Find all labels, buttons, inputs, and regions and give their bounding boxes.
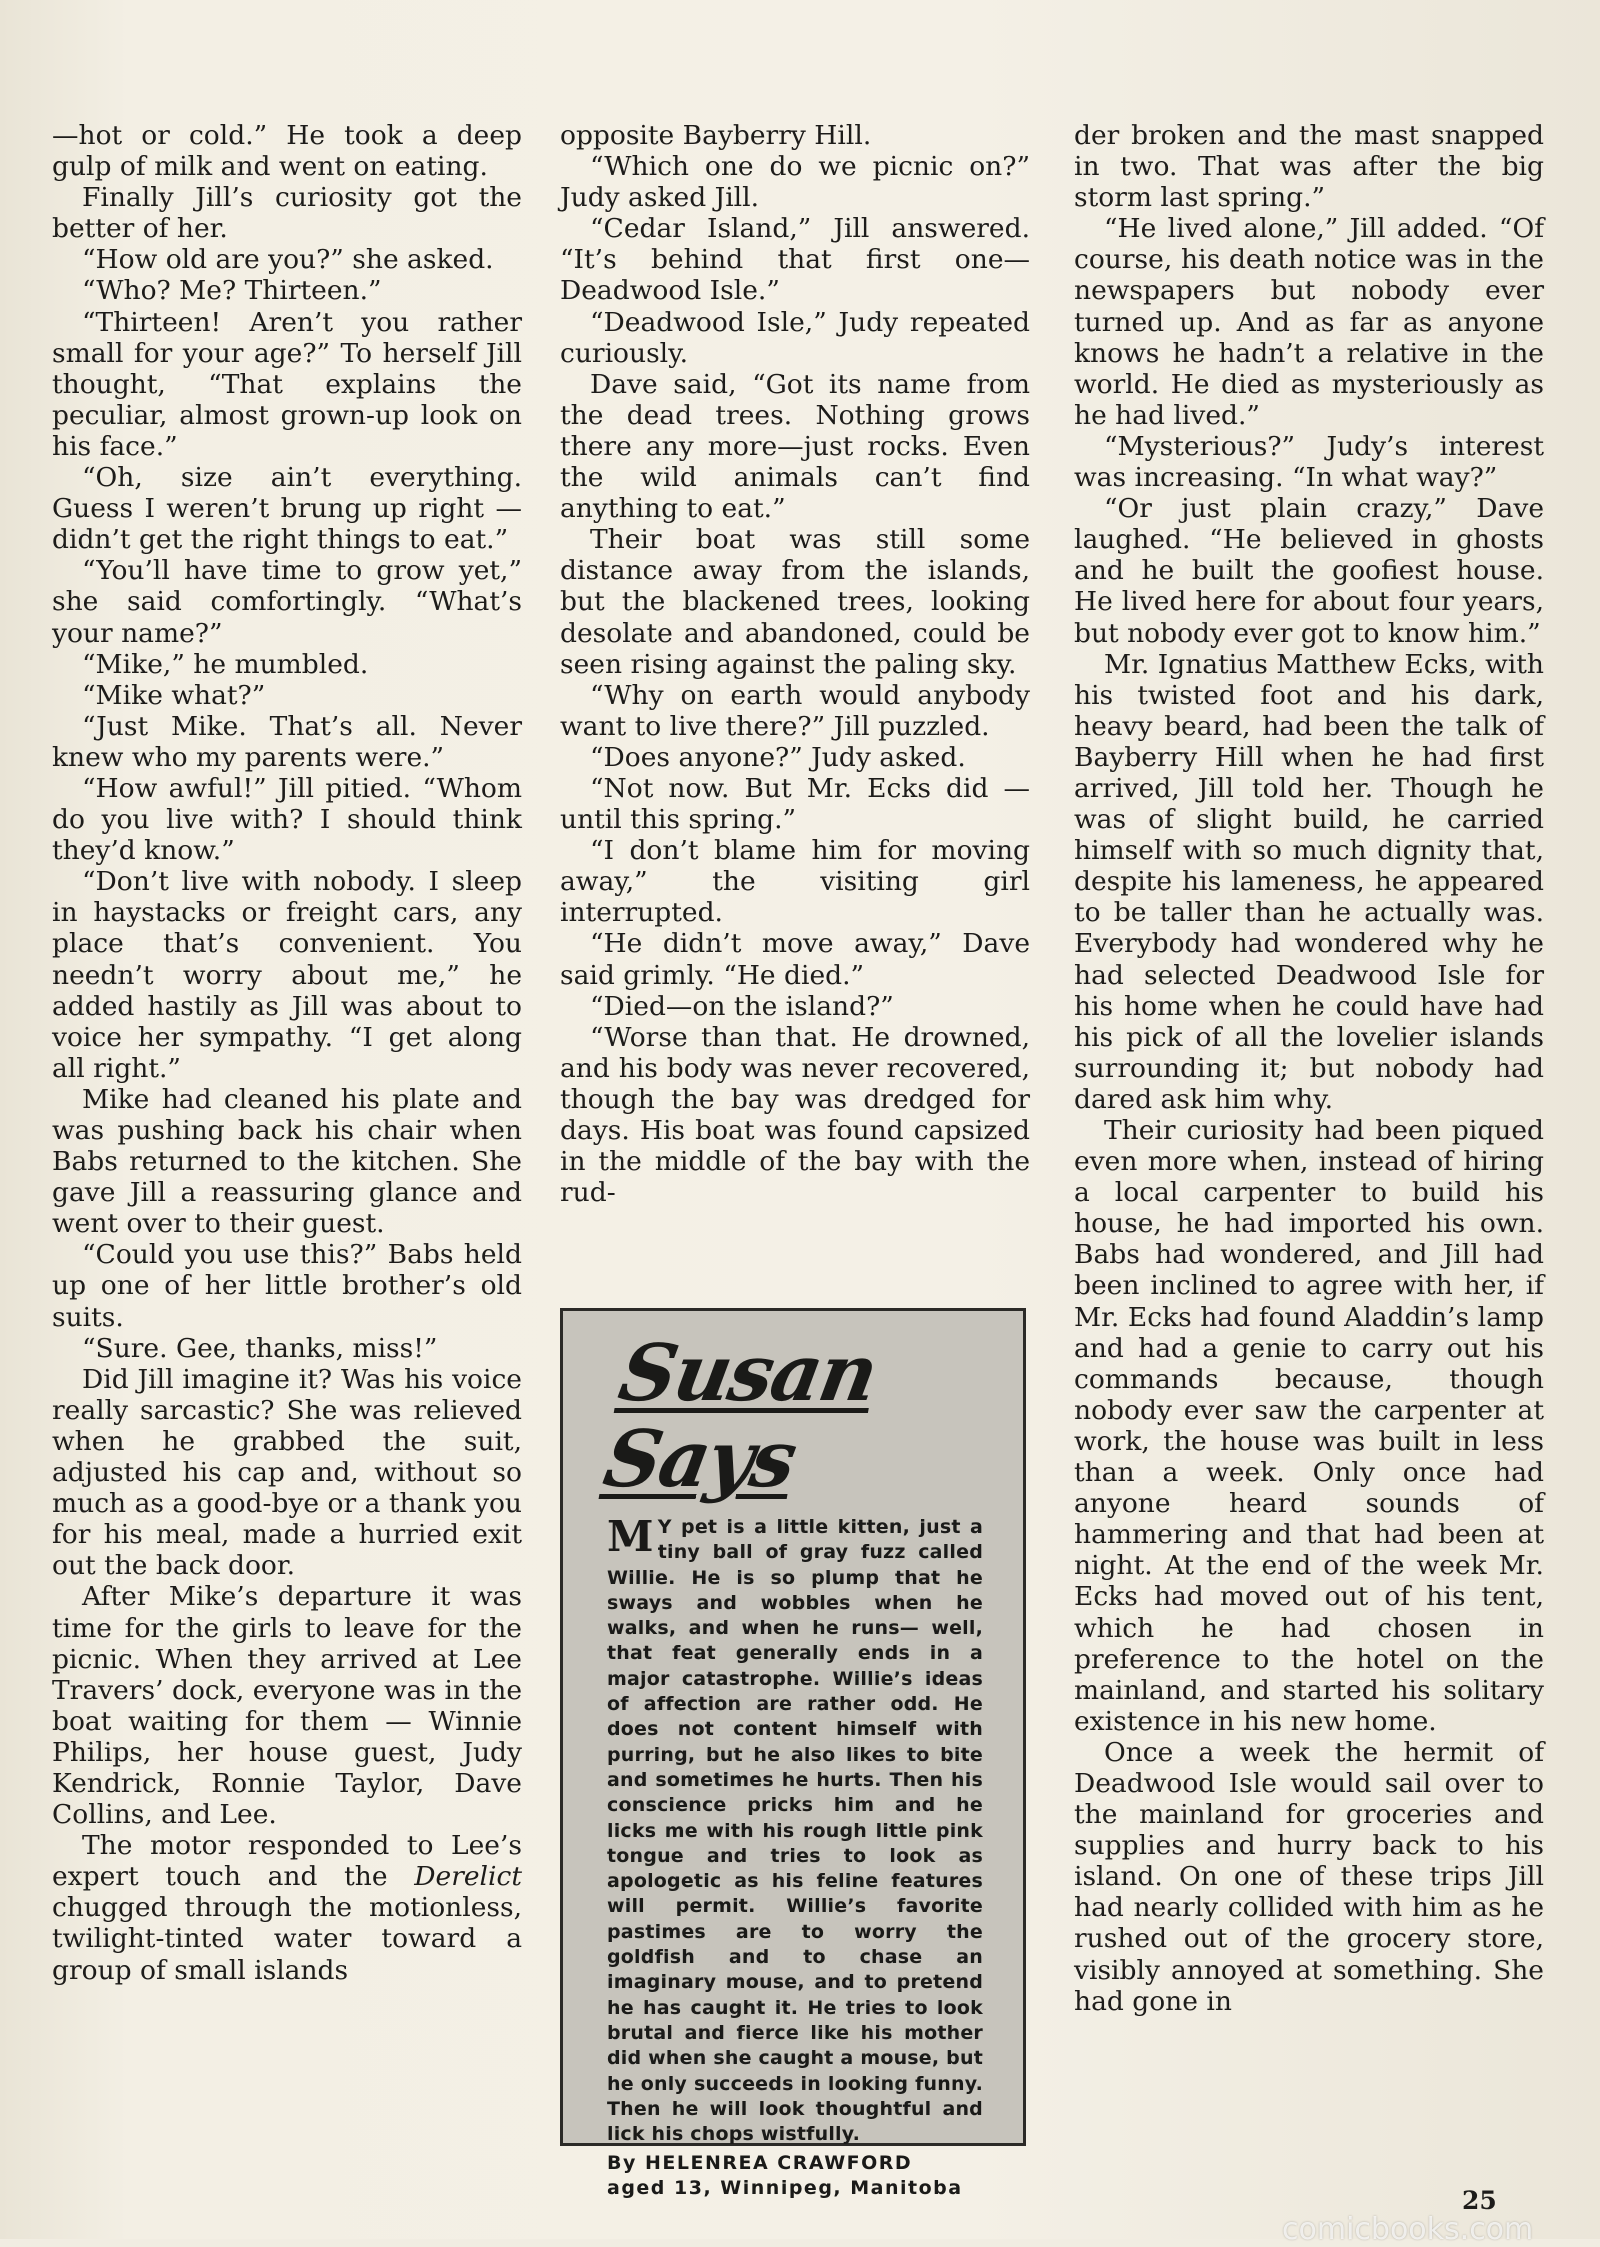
text-column-3 <box>1074 120 1544 2017</box>
paragraph: Finally Jill’s curiosity got the better of her. <box>52 182 522 245</box>
text-run: The motor responded to Lee’s expert touch and the <box>52 1830 522 1893</box>
sidebar-byline <box>607 2151 983 2201</box>
paragraph: “Or just plain crazy,” Dave laughed. “He believed in ghosts and he built the goofiest house. He lived here for about four years, but nobody ever got to know him.” <box>1074 493 1544 649</box>
paragraph: “Mysterious?” Judy’s interest was increasing. “In what way?” <box>1074 430 1544 494</box>
paragraph: “Mike what?” <box>82 679 266 711</box>
paragraph: “Oh, size ain’t everything. Guess I weren’t brung up right —didn’t get the right things to eat.” <box>52 462 522 556</box>
paragraph: “Which one do we picnic on?” Judy asked Jill. <box>560 151 1030 214</box>
paragraph: Their curiosity had been piqued even more when, instead of hiring a local carpenter to build his house, he had imported his own. Babs had wondered, and Jill had been inclined to agree with her, if Mr. Ecks had found Aladdin’s lamp and had a genie to carry out his commands because, though nobody ever saw the carpenter at work, the house was built in less than a week. Only once had anyone heard sounds of hammering and that had been at night. At the end of the week Mr. Ecks had moved out of his tent, which he had chosen in preference to the hotel on the mainland, and started his solitary existence in his new home. <box>1074 1115 1544 1737</box>
sidebar-body <box>607 1512 983 2147</box>
paragraph: “He lived alone,” Jill added. “Of course, his death notice was in the newspapers but nobody ever turned up. And as far as anyone knows he hadn’t a relative in the world. He died as mysteriously as he had lived.” <box>1074 213 1544 431</box>
text-run: chugged through the motionless, twilight-tinted water toward a group of small islands <box>52 1892 522 1986</box>
paragraph: “Died—on the island?” <box>590 990 894 1022</box>
sidebar-text: Y pet is a little kitten, just a tiny ball of gray fuzz called Willie. He is so plump that he sways and wobbles when he walks, and when he runs— well, that feat generally ends in a major catastrophe. Willie’s ideas of affection are rather odd. He does not content himself with purring, but he also likes to bite and sometimes he hurts. Then his conscience pricks him and he licks me with his rough little pink tongue and tries to look as apologetic as his feline features will permit. Willie’s favorite pastimes are to worry the goldfish and to chase an imaginary mouse, and to pretend he has caught it. He tries to look brutal and fierce like his mother did when she caught a mouse, but he only succeeds in looking funny. Then he will look thoughtful and lick his chops wistfully. <box>607 1516 983 2146</box>
paragraph: Dave said, “Got its name from the dead trees. Nothing grows there any more—just rocks. Even the wild animals can’t find anything to eat.” <box>560 368 1030 525</box>
paragraph: opposite Bayberry Hill. <box>560 120 872 151</box>
paragraph: Did Jill imagine it? Was his voice really sarcastic? She was relieved when he grabbed the suit, adjusted his cap and, without so much as a good-bye or a thank you for his meal, made a hurried exit out the back door. <box>52 1363 522 1582</box>
paragraph: “Cedar Island,” Jill answered. “It’s behind that first one— Deadwood Isle.” <box>560 213 1030 307</box>
paragraph: Mr. Ignatius Matthew Ecks, with his twisted foot and his dark, heavy beard, had been the talk of Bayberry Hill when he had first arrived, Jill told her. Though he was of slight build, he carried himself with so much dignity that, despite his lameness, he appeared to be taller than he actually was. Everybody had wondered why he had selected Deadwood Isle for his home when he could have had his pick of all the lovelier islands surrounding it; but nobody had dared ask him why. <box>1074 648 1544 1115</box>
text-column-1 <box>52 120 522 1986</box>
boat-name: Derelict <box>414 1861 522 1893</box>
paragraph: “I don’t blame him for moving away,” the visiting girl interrupted. <box>560 835 1030 929</box>
paragraph: “Who? Me? Thirteen.” <box>82 275 382 307</box>
paragraph: “Worse than that. He drowned, and his body was never recovered, though the bay was dredged for days. His boat was found capsized in the middle of the bay with the rud- <box>560 1021 1030 1209</box>
paragraph <box>52 1830 522 1985</box>
byline-age-location: aged 13, Winnipeg, Manitoba <box>607 2177 963 2200</box>
sidebar-title: Susan Says <box>597 1328 883 1505</box>
paragraph: Their boat was still some distance away from the islands, but the blackened trees, looking desolate and abandoned, could be seen rising against the paling sky. <box>560 524 1030 680</box>
paragraph: “Could you use this?” Babs held up one of her little brother’s old suits. <box>52 1239 522 1333</box>
paragraph: “Thirteen! Aren’t you rather small for your age?” To herself Jill thought, “That explains the peculiar, almost grown-up look on his face.” <box>52 306 522 462</box>
paragraph: “Does anyone?” Judy asked. <box>590 741 966 773</box>
page-number: 25 <box>1462 2186 1497 2215</box>
watermark: comicbooks.com <box>1282 2212 1534 2247</box>
byline-author: By HELENREA CRAWFORD <box>607 2152 913 2175</box>
drop-cap: M <box>607 1512 654 1561</box>
paragraph: “He didn’t move away,” Dave said grimly. “He died.” <box>560 928 1030 991</box>
paragraph: “Deadwood Isle,” Judy repeated curiously. <box>560 306 1030 369</box>
paragraph: “Don’t live with nobody. I sleep in haystacks or freight cars, any place that’s convenient. You needn’t worry about me,” he added hastily as Jill was about to voice her sympathy. “I get along all right.” <box>52 866 522 1084</box>
paragraph: After Mike’s departure it was time for the girls to leave for the picnic. When they arrived at Lee Travers’ dock, everyone was in the boat waiting for them — Winnie Philips, her house guest, Judy Kendrick, Ronnie Taylor, Dave Collins, and Lee. <box>52 1581 522 1831</box>
paragraph: Mike had cleaned his plate and was pushing back his chair when Babs returned to the kitchen. She gave Jill a reassuring glance and went over to their guest. <box>52 1083 522 1240</box>
paragraph: “Why on earth would anybody want to live there?” Jill puzzled. <box>560 679 1030 742</box>
paragraph: “You’ll have time to grow yet,” she said comfortingly. “What’s your name?” <box>52 555 522 649</box>
paragraph: “How awful!” Jill pitied. “Whom do you live with? I should think they’d know.” <box>52 772 522 867</box>
paragraph: “Mike,” he mumbled. <box>82 648 369 680</box>
paragraph: “How old are you?” she asked. <box>82 244 494 276</box>
text-column-2 <box>560 120 1030 1208</box>
susan-says-sidebar <box>560 1308 1026 2200</box>
paragraph: “Sure. Gee, thanks, miss!” <box>82 1332 438 1364</box>
paragraph: der broken and the mast snapped in two. That was after the big storm last spring.” <box>1074 120 1544 214</box>
paragraph: Once a week the hermit of Deadwood Isle would sail over to the mainland for groceries and supplies and hurry back to his island. On one of these trips Jill had nearly collided with him as he rushed out of the grocery store, visibly annoyed at something. She had gone in <box>1074 1736 1544 2017</box>
paragraph: “Just Mike. That’s all. Never knew who my parents were.” <box>52 710 522 773</box>
paragraph: “Not now. But Mr. Ecks did —until this spring.” <box>560 772 1030 836</box>
paragraph: —hot or cold.” He took a deep gulp of milk and went on eating. <box>52 120 522 183</box>
